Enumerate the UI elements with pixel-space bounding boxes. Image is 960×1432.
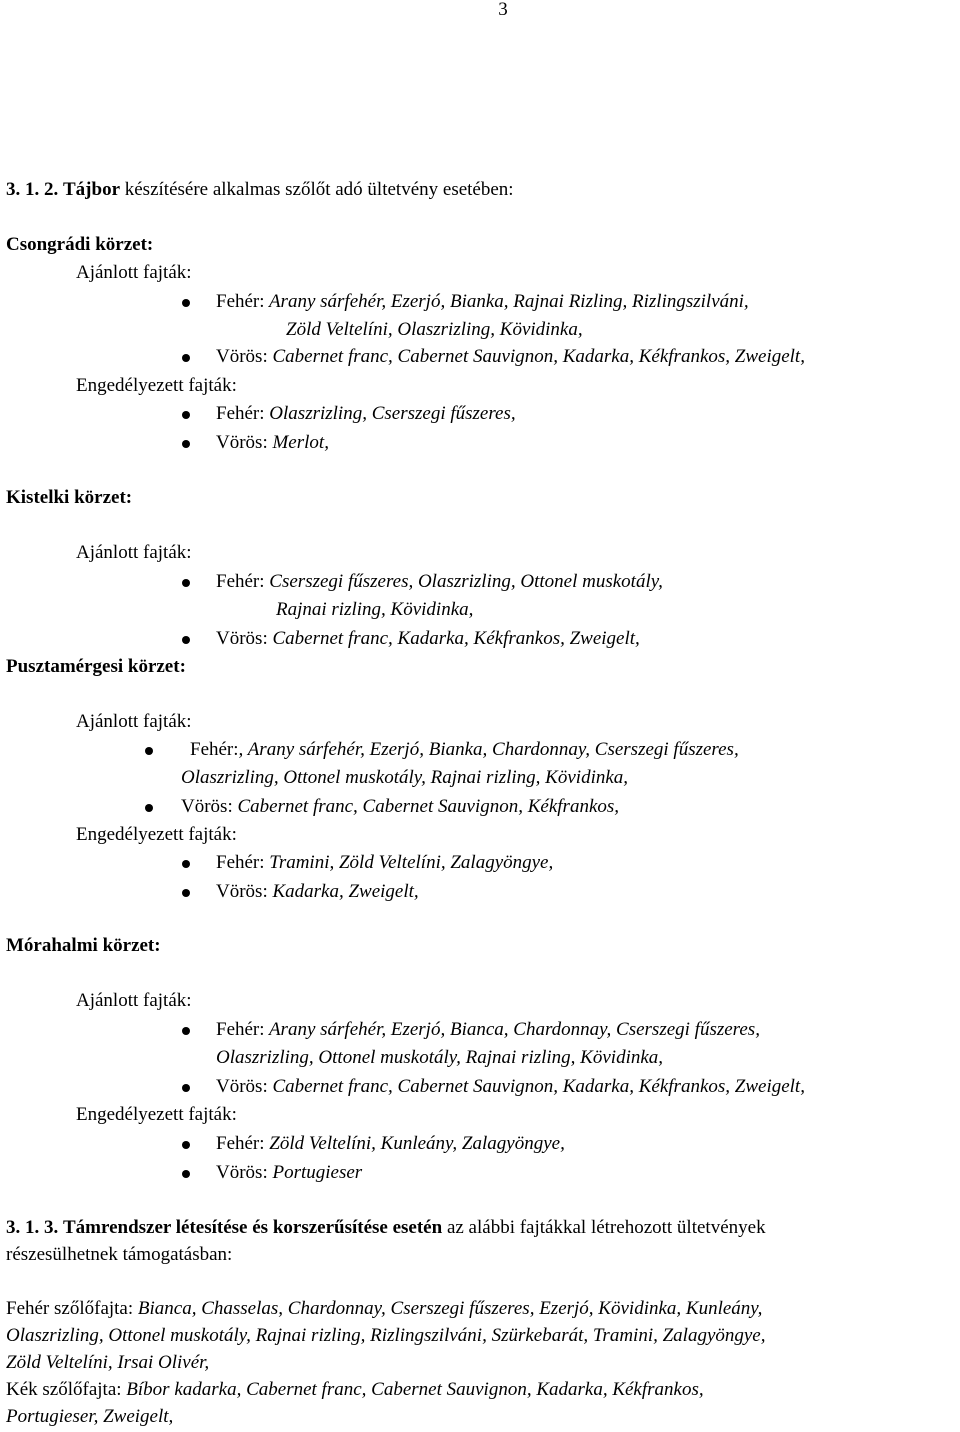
red-varieties: Kadarka, Zweigelt, [267,881,419,902]
bullet-icon [182,1027,190,1035]
section-heading-313 [6,1214,766,1242]
recommended-label: Ajánlott fajták: [76,990,192,1011]
bullet-icon [145,804,153,812]
red-label: Vörös: [216,1076,268,1097]
white-label: Fehér: [216,852,265,873]
white-varieties-cont: Zöld Veltelíni, Olaszrizling, Kövidinka, [286,319,583,340]
red-label: Vörös: [181,796,233,817]
section-title: Tájbor [63,179,120,200]
section-text-cont: részesülhetnek támogatásban: [6,1244,233,1265]
permitted-white-line [216,849,553,877]
bullet-icon [182,636,190,644]
white-grape-label: Fehér szőlőfajta: [6,1298,134,1319]
section-text: az alábbi fajtákkal létrehozott ültetvények [442,1217,766,1238]
bullet-icon [182,299,190,307]
section-heading-312 [6,176,514,204]
red-label: Vörös: [216,881,268,902]
blue-grape-line [6,1376,704,1404]
permitted-label: Engedélyezett fajták: [76,1104,237,1125]
page-number: 3 [498,0,508,20]
white-varieties-cont: Olaszrizling, Ottonel muskotály, Rajnai rizling, Kövidinka, [181,767,629,788]
white-varieties: Tramini, Zöld Veltelíni, Zalagyöngye, [264,852,554,873]
blue-grape-varieties: Bíbor kadarka, Cabernet franc, Cabernet Sauvignon, Kadarka, Kékfrankos, [121,1379,704,1400]
bullet-icon [182,1084,190,1092]
district-heading-kistelki: Kistelki körzet: [6,487,133,508]
bullet-icon [182,411,190,419]
district-heading-csongradi: Csongrádi körzet: [6,234,154,255]
bullet-icon [182,1141,190,1149]
red-varieties: Cabernet franc, Cabernet Sauvignon, Kadarka, Kékfrankos, Zweigelt, [267,346,805,367]
white-varieties-cont: Rajnai rizling, Kövidinka, [276,599,474,620]
red-label: Vörös: [216,1162,268,1183]
permitted-red-line [216,429,329,457]
white-grape-varieties-cont: Zöld Veltelíni, Irsai Olivér, [6,1352,210,1373]
white-label: Fehér: [216,291,265,312]
red-varieties-line [216,625,640,653]
bullet-icon [182,579,190,587]
red-varieties: Cabernet franc, Kadarka, Kékfrankos, Zweigelt, [267,628,640,649]
red-varieties-line [216,1073,805,1101]
section-number: 3. 1. 3. [6,1217,59,1238]
section-title: Támrendszer létesítése és korszerűsítése esetén [63,1217,443,1238]
red-varieties-line [216,343,805,371]
white-varieties-cont: Olaszrizling, Ottonel muskotály, Rajnai rizling, Kövidinka, [216,1047,664,1068]
white-varieties: Arany sárfehér, Ezerjó, Bianka, Rajnai Rizling, Rizlingszilváni, [264,291,749,312]
recommended-label: Ajánlott fajták: [76,542,192,563]
permitted-white-line [216,400,516,428]
white-label: Fehér: [190,739,239,760]
white-varieties-line [190,736,739,764]
district-heading-pusztamergesi: Pusztamérgesi körzet: [6,656,186,677]
recommended-label: Ajánlott fajták: [76,711,192,732]
white-label: Fehér: [216,403,265,424]
white-varieties: Olaszrizling, Cserszegi fűszeres, [264,403,516,424]
red-varieties: Cabernet franc, Cabernet Sauvignon, Kékfrankos, [232,796,620,817]
red-varieties: Cabernet franc, Cabernet Sauvignon, Kadarka, Kékfrankos, Zweigelt, [267,1076,805,1097]
red-varieties-line [181,793,619,821]
bullet-icon [145,747,153,755]
district-heading-morahalmi: Mórahalmi körzet: [6,935,161,956]
red-varieties: Merlot, [267,432,329,453]
bullet-icon [182,354,190,362]
white-varieties-line [216,1016,760,1044]
white-varieties-line [216,288,749,316]
red-varieties: Portugieser [267,1162,363,1183]
bullet-icon [182,1170,190,1178]
white-label: Fehér: [216,1133,265,1154]
permitted-label: Engedélyezett fajták: [76,375,237,396]
section-number: 3. 1. 2. [6,179,59,200]
blue-grape-label: Kék szőlőfajta: [6,1379,122,1400]
red-label: Vörös: [216,628,268,649]
bullet-icon [182,440,190,448]
permitted-red-line [216,1159,362,1187]
bullet-icon [182,889,190,897]
white-grape-varieties: Bianca, Chasselas, Chardonnay, Cserszegi fűszeres, Ezerjó, Kövidinka, Kunleány, [133,1298,763,1319]
permitted-red-line [216,878,419,906]
red-label: Vörös: [216,432,268,453]
permitted-label: Engedélyezett fajták: [76,824,237,845]
white-grape-varieties-cont: Olaszrizling, Ottonel muskotály, Rajnai rizling, Rizlingszilváni, Szürkebarát, Tramini, Zalagyöngye, [6,1325,766,1346]
red-label: Vörös: [216,346,268,367]
section-text: készítésére alkalmas szőlőt adó ültetvény esetében: [120,179,514,200]
white-varieties-line [216,568,663,596]
white-grape-line [6,1295,762,1323]
bullet-icon [182,860,190,868]
white-varieties: , Arany sárfehér, Ezerjó, Bianka, Chardonnay, Cserszegi fűszeres, [238,739,739,760]
white-label: Fehér: [216,1019,265,1040]
white-varieties: Zöld Veltelíni, Kunleány, Zalagyöngye, [264,1133,565,1154]
permitted-white-line [216,1130,565,1158]
recommended-label: Ajánlott fajták: [76,262,192,283]
white-varieties: Arany sárfehér, Ezerjó, Bianca, Chardonnay, Cserszegi fűszeres, [264,1019,760,1040]
blue-grape-varieties-cont: Portugieser, Zweigelt, [6,1406,174,1427]
white-varieties: Cserszegi fűszeres, Olaszrizling, Ottonel muskotály, [264,571,663,592]
white-label: Fehér: [216,571,265,592]
